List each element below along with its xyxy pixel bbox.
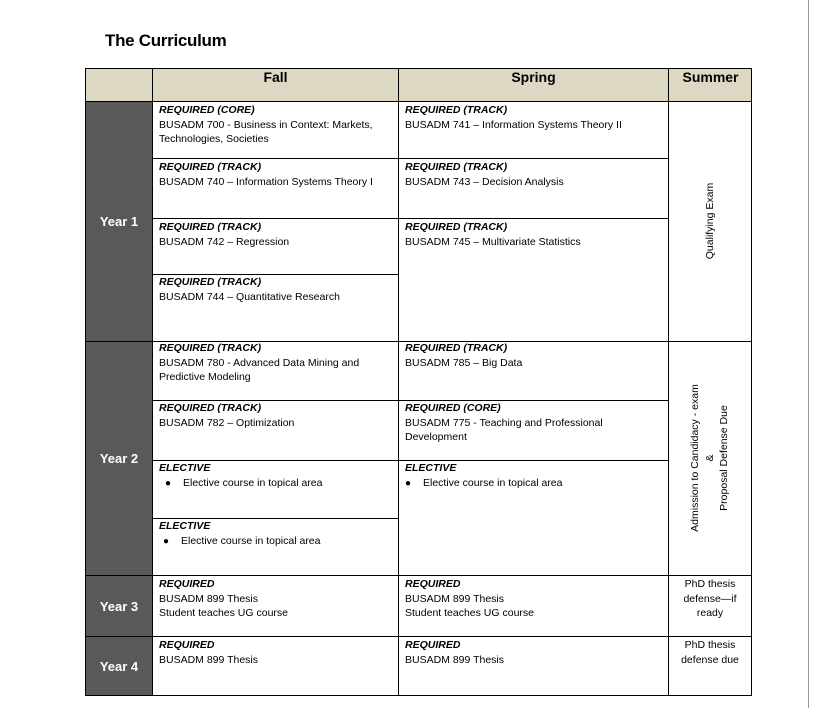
course-cell: REQUIRED (TRACK) BUSADM 743 – Decision Analysis — [405, 161, 564, 188]
list-item: ● Elective course in topical area — [165, 476, 323, 489]
summer-year2-text: Admission to Candidacy - exam & Proposal Defense Due — [689, 384, 730, 532]
elective-cell: ELECTIVE ● Elective course in topical area — [405, 461, 665, 491]
summer-year3-text: PhD thesis defense—if ready — [683, 578, 737, 619]
elective-cell: ELECTIVE ● Elective course in topical area — [159, 461, 395, 491]
course-cell: REQUIRED (TRACK) BUSADM 785 – Big Data — [405, 342, 523, 369]
course-cell: REQUIRED (TRACK) BUSADM 740 – Information Systems Theory I — [159, 161, 373, 188]
course-cell: REQUIRED (TRACK) BUSADM 741 – Information Systems Theory II — [405, 104, 622, 131]
summer-year4-text: PhD thesis defense due — [681, 639, 739, 666]
year-2-label: Year 2 — [85, 341, 153, 576]
header-fall: Fall — [263, 69, 288, 85]
course-cell: REQUIRED (TRACK) BUSADM 745 – Multivariate Statistics — [405, 221, 581, 248]
year-1-label: Year 1 — [85, 101, 153, 342]
page-title: The Curriculum — [105, 31, 227, 50]
summer-year1-text: Qualifying Exam — [704, 182, 716, 260]
header-spring: Spring — [511, 69, 556, 85]
elective-cell: ELECTIVE ● Elective course in topical area — [159, 519, 395, 549]
course-cell: REQUIRED (TRACK) BUSADM 742 – Regression — [159, 221, 290, 248]
course-cell: REQUIRED BUSADM 899 Thesis Student teaches UG course — [159, 578, 288, 619]
page-edge — [808, 0, 809, 708]
course-cell: REQUIRED BUSADM 899 Thesis — [159, 639, 259, 666]
course-cell: REQUIRED (TRACK) BUSADM 744 – Quantitative Research — [159, 276, 340, 303]
list-item: ● Elective course in topical area — [163, 534, 321, 547]
course-cell: REQUIRED (CORE) BUSADM 775 - Teaching and Professional Development — [405, 402, 603, 443]
course-cell: REQUIRED (CORE) BUSADM 700 - Business in Context: Markets, Technologies, Societies — [159, 104, 373, 145]
course-cell: REQUIRED BUSADM 899 Thesis — [405, 639, 505, 666]
header-summer: Summer — [682, 69, 739, 85]
year-4-label: Year 4 — [85, 636, 153, 696]
year-3-label: Year 3 — [85, 575, 153, 637]
course-cell: REQUIRED BUSADM 899 Thesis Student teaches UG course — [405, 578, 534, 619]
course-cell: REQUIRED (TRACK) BUSADM 780 - Advanced Data Mining and Predictive Modeling — [159, 342, 360, 383]
course-cell: REQUIRED (TRACK) BUSADM 782 – Optimization — [159, 402, 295, 429]
list-item: ● Elective course in topical area — [405, 476, 563, 489]
